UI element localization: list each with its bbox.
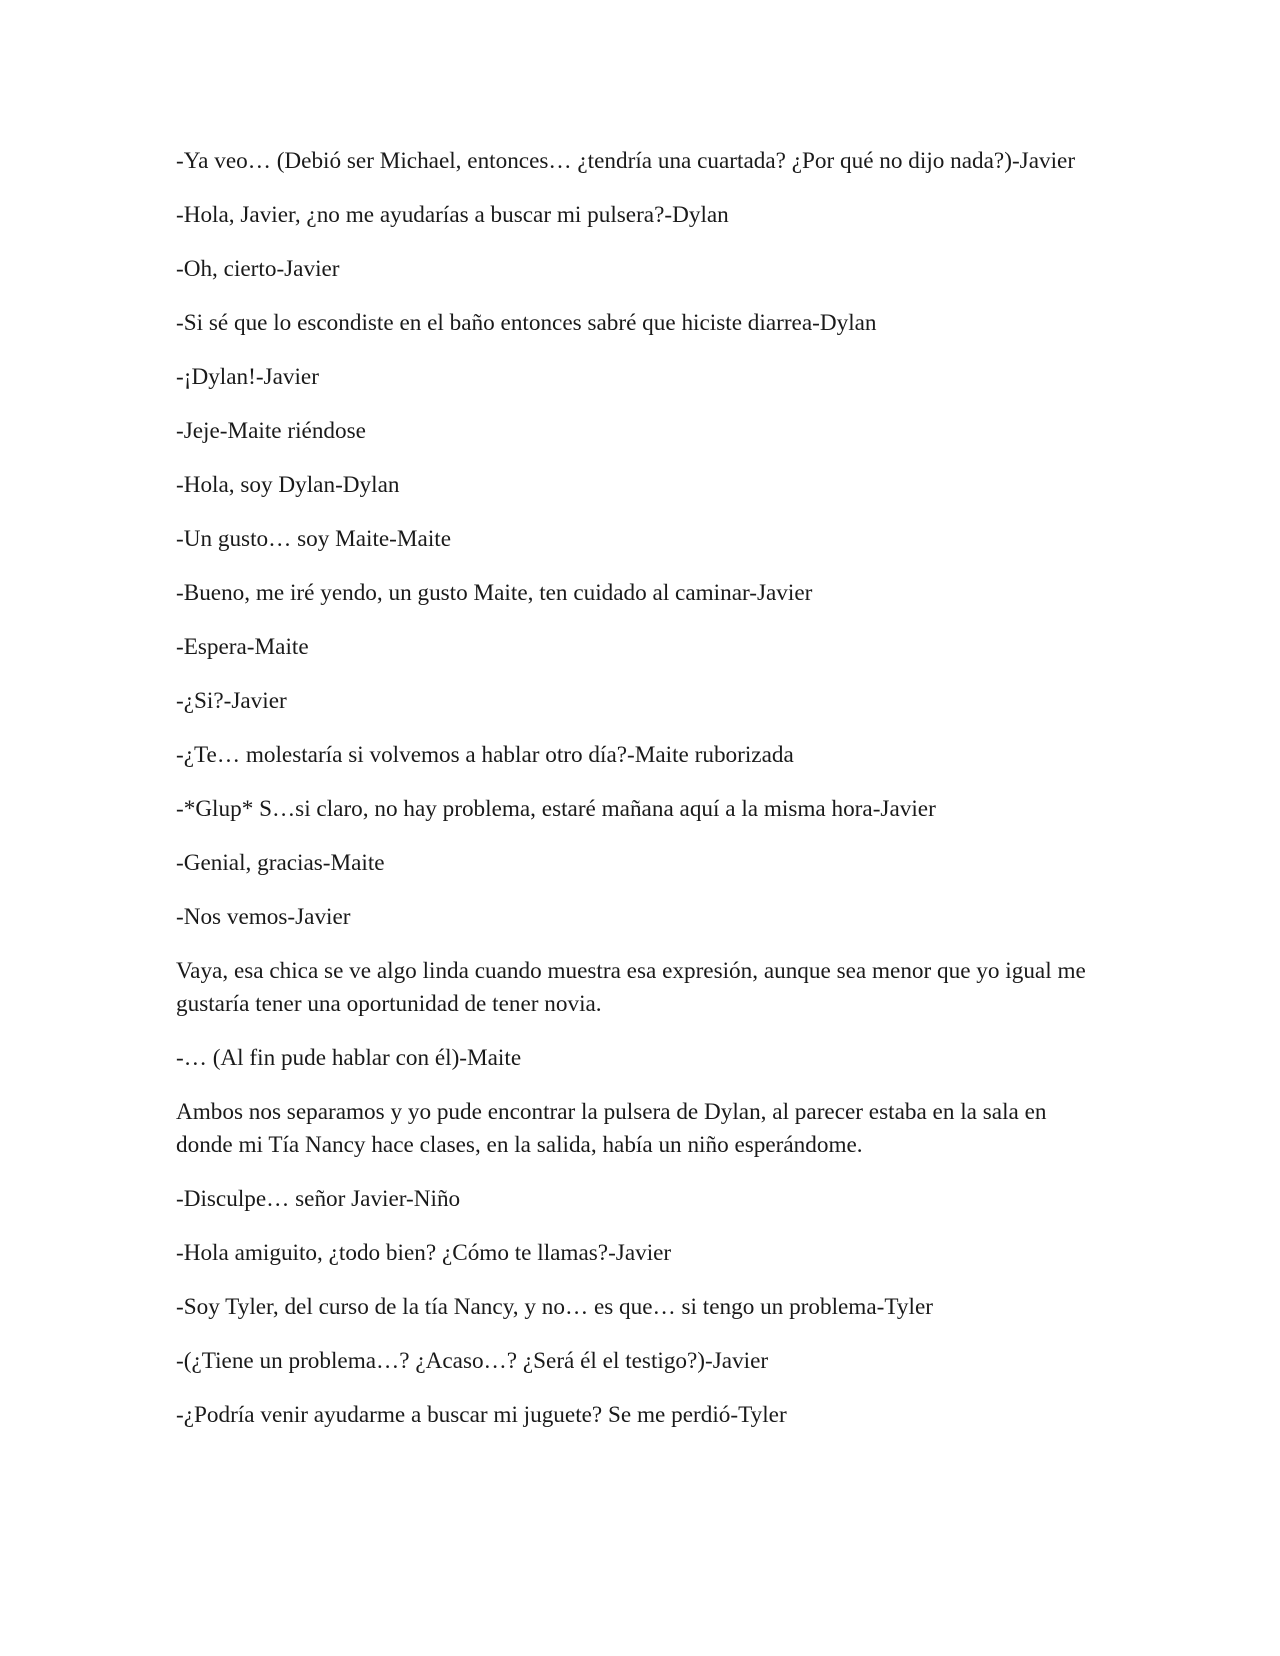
paragraph: -¡Dylan!-Javier	[176, 364, 319, 390]
paragraph: -¿Podría venir ayudarme a buscar mi juguete? Se me perdió-Tyler	[176, 1402, 787, 1428]
paragraph: -*Glup* S…si claro, no hay problema, estaré mañana aquí a la misma hora-Javier	[176, 796, 936, 822]
paragraph: -Hola, Javier, ¿no me ayudarías a buscar mi pulsera?-Dylan	[176, 202, 729, 228]
paragraph: -Soy Tyler, del curso de la tía Nancy, y no… es que… si tengo un problema-Tyler	[176, 1294, 933, 1320]
paragraph: -¿Te… molestaría si volvemos a hablar otro día?-Maite ruborizada	[176, 742, 794, 768]
paragraph: -¿Si?-Javier	[176, 688, 287, 714]
paragraph: -Hola, soy Dylan-Dylan	[176, 472, 400, 498]
paragraph: -Jeje-Maite riéndose	[176, 418, 366, 444]
paragraph: -Genial, gracias-Maite	[176, 850, 385, 876]
paragraph: -Bueno, me iré yendo, un gusto Maite, ten cuidado al caminar-Javier	[176, 580, 813, 606]
paragraph: -Si sé que lo escondiste en el baño entonces sabré que hiciste diarrea-Dylan	[176, 310, 877, 336]
paragraph: -(¿Tiene un problema…? ¿Acaso…? ¿Será él el testigo?)-Javier	[176, 1348, 769, 1374]
paragraph: -Un gusto… soy Maite-Maite	[176, 526, 451, 552]
paragraph: -Oh, cierto-Javier	[176, 256, 340, 282]
document-body	[176, 145, 1096, 1453]
paragraph: -Ya veo… (Debió ser Michael, entonces… ¿tendría una cuartada? ¿Por qué no dijo nada?)-Javier	[176, 148, 1076, 174]
paragraph: -Nos vemos-Javier	[176, 904, 351, 930]
paragraph: Vaya, esa chica se ve algo linda cuando muestra esa expresión, aunque sea menor que yo igual me gustaría tener una oportunidad de tener novia.	[176, 958, 1086, 1017]
paragraph: -… (Al fin pude hablar con él)-Maite	[176, 1045, 522, 1071]
paragraph: -Disculpe… señor Javier-Niño	[176, 1186, 461, 1212]
paragraph: -Espera-Maite	[176, 634, 309, 660]
paragraph: -Hola amiguito, ¿todo bien? ¿Cómo te llamas?-Javier	[176, 1240, 672, 1266]
paragraph: Ambos nos separamos y yo pude encontrar la pulsera de Dylan, al parecer estaba en la sala en donde mi Tía Nancy hace clases, en la salida, había un niño esperándome.	[176, 1099, 1047, 1158]
